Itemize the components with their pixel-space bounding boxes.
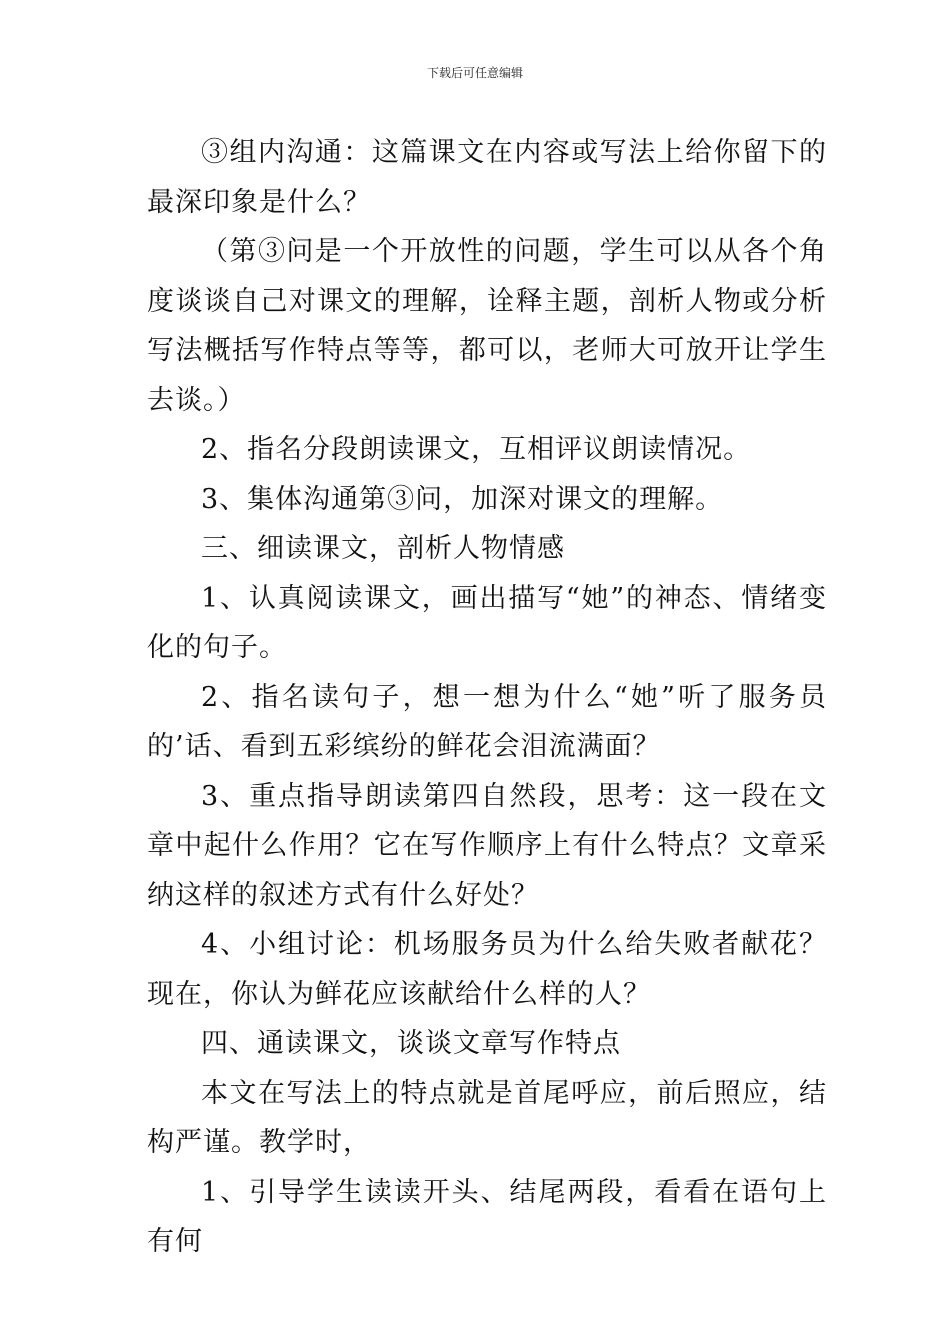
paragraph-guide-item-1: 1、引导学生读读开头、结尾两段，看看在语句上有何 <box>147 1176 827 1257</box>
paragraph-step-2-reading: 2、指名分段朗读课文，互相评议朗读情况。 <box>201 434 752 465</box>
page-header-note: 下载后可任意编辑 <box>426 66 523 80</box>
section-heading-3: 三、细读课文，剖析人物情感 <box>201 533 565 564</box>
paragraph-item-2: 2、指名读句子，想一想为什么“她”听了服务员的’话、看到五彩缤纷的鲜花会泪流满面？ <box>147 681 827 762</box>
paragraph-item-4: 4、小组讨论：机场服务员为什么给失败者献花？现在，你认为鲜花应该献给什么样的人？ <box>147 929 827 1010</box>
paragraph-step-3-discussion: 3、集体沟通第③问，加深对课文的理解。 <box>201 483 724 515</box>
paragraph-writing-feature: 本文在写法上的特点就是首尾呼应，前后照应，结构严谨。教学时， <box>147 1077 827 1158</box>
paragraph-item-1: 1、认真阅读课文，画出描写“她”的神态、情绪变化的句子。 <box>147 582 827 663</box>
paragraph-item-3: 3、重点指导朗读第四自然段，思考：这一段在文章中起什么作用？它在写作顺序上有什么特点？文章采纳这样的叙述方式有什么好处？ <box>147 780 827 911</box>
paragraph-group-discussion: ③组内沟通：这篇课文在内容或写法上给你留下的最深印象是什么？ <box>147 137 827 218</box>
document-body <box>147 128 827 1267</box>
paragraph-open-question-note: （第③问是一个开放性的问题，学生可以从各个角度谈谈自己对课文的理解，诠释主题，剖析人物或分析写法概括写作特点等等，都可以，老师大可放开让学生去谈。） <box>147 236 827 416</box>
section-heading-4: 四、通读课文，谈谈文章写作特点 <box>201 1028 621 1059</box>
